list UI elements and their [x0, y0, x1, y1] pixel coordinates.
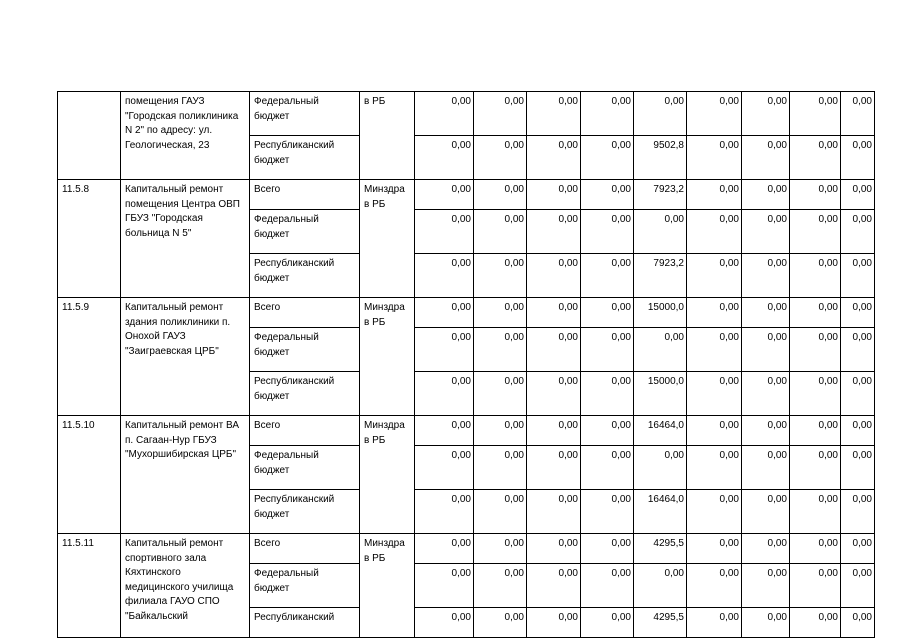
amount-cell: 0,00 — [841, 416, 875, 446]
amount-cell: 0,00 — [742, 534, 790, 564]
funding-source: Всего — [250, 416, 360, 446]
amount-cell: 0,00 — [790, 372, 841, 416]
amount-cell: 0,00 — [634, 446, 687, 490]
amount-cell: 0,00 — [687, 210, 742, 254]
item-number — [58, 92, 121, 180]
amount-cell: 9502,8 — [634, 136, 687, 180]
amount-cell: 0,00 — [742, 446, 790, 490]
amount-cell: 0,00 — [841, 534, 875, 564]
amount-cell: 0,00 — [581, 564, 634, 608]
item-name: Капитальный ремонт помещения Центра ОВП ГБУЗ "Городская больница N 5" — [121, 180, 250, 298]
item-name: Капитальный ремонт здания поликлиники п. Онохой ГАУЗ "Заиграевская ЦРБ" — [121, 298, 250, 416]
amount-cell: 0,00 — [742, 372, 790, 416]
amount-cell: 0,00 — [474, 608, 527, 638]
amount-cell: 0,00 — [415, 136, 474, 180]
item-name: Капитальный ремонт спортивного зала Кяхтинского медицинского училища филиала ГАУО СПО "Байкальский — [121, 534, 250, 638]
table-body — [58, 92, 875, 638]
amount-cell: 0,00 — [581, 92, 634, 136]
funding-source: Республиканский бюджет — [250, 490, 360, 534]
table-row — [58, 180, 875, 210]
amount-cell: 0,00 — [474, 416, 527, 446]
amount-cell: 0,00 — [841, 328, 875, 372]
amount-cell: 0,00 — [474, 136, 527, 180]
amount-cell: 0,00 — [841, 254, 875, 298]
amount-cell: 0,00 — [742, 254, 790, 298]
amount-cell: 0,00 — [841, 298, 875, 328]
executor: Минздра в РБ — [360, 534, 415, 638]
amount-cell: 0,00 — [415, 254, 474, 298]
amount-cell: 0,00 — [790, 210, 841, 254]
amount-cell: 0,00 — [527, 298, 581, 328]
amount-cell: 0,00 — [687, 298, 742, 328]
amount-cell: 0,00 — [634, 210, 687, 254]
amount-cell: 0,00 — [527, 92, 581, 136]
amount-cell: 7923,2 — [634, 254, 687, 298]
amount-cell: 0,00 — [841, 608, 875, 638]
amount-cell: 0,00 — [790, 608, 841, 638]
amount-cell: 0,00 — [790, 490, 841, 534]
amount-cell: 0,00 — [415, 372, 474, 416]
budget-table — [57, 91, 875, 638]
amount-cell: 0,00 — [474, 534, 527, 564]
amount-cell: 0,00 — [415, 298, 474, 328]
amount-cell: 0,00 — [687, 372, 742, 416]
amount-cell: 0,00 — [790, 298, 841, 328]
amount-cell: 0,00 — [527, 254, 581, 298]
amount-cell: 0,00 — [474, 490, 527, 534]
amount-cell: 0,00 — [474, 92, 527, 136]
amount-cell: 0,00 — [790, 564, 841, 608]
funding-source: Федеральный бюджет — [250, 328, 360, 372]
amount-cell: 0,00 — [474, 446, 527, 490]
amount-cell: 0,00 — [415, 416, 474, 446]
amount-cell: 0,00 — [687, 446, 742, 490]
amount-cell: 0,00 — [687, 136, 742, 180]
amount-cell: 0,00 — [687, 416, 742, 446]
item-name: помещения ГАУЗ "Городская поликлиника N 2" по адресу: ул. Геологическая, 23 — [121, 92, 250, 180]
amount-cell: 0,00 — [527, 210, 581, 254]
funding-source: Федеральный бюджет — [250, 564, 360, 608]
amount-cell: 0,00 — [790, 136, 841, 180]
funding-source: Федеральный бюджет — [250, 210, 360, 254]
funding-source: Всего — [250, 534, 360, 564]
amount-cell: 0,00 — [742, 608, 790, 638]
amount-cell: 0,00 — [474, 180, 527, 210]
amount-cell: 15000,0 — [634, 372, 687, 416]
amount-cell: 7923,2 — [634, 180, 687, 210]
amount-cell: 0,00 — [581, 136, 634, 180]
amount-cell: 0,00 — [687, 534, 742, 564]
amount-cell: 0,00 — [687, 254, 742, 298]
amount-cell: 0,00 — [742, 328, 790, 372]
amount-cell: 0,00 — [581, 298, 634, 328]
amount-cell: 0,00 — [841, 180, 875, 210]
amount-cell: 0,00 — [527, 608, 581, 638]
amount-cell: 0,00 — [742, 180, 790, 210]
amount-cell: 0,00 — [581, 446, 634, 490]
amount-cell: 0,00 — [415, 180, 474, 210]
amount-cell: 0,00 — [474, 372, 527, 416]
amount-cell: 0,00 — [527, 180, 581, 210]
amount-cell: 0,00 — [527, 416, 581, 446]
executor: Минздра в РБ — [360, 180, 415, 298]
funding-source: Федеральный бюджет — [250, 446, 360, 490]
amount-cell: 0,00 — [742, 298, 790, 328]
amount-cell: 0,00 — [790, 254, 841, 298]
amount-cell: 0,00 — [527, 446, 581, 490]
amount-cell: 0,00 — [841, 372, 875, 416]
amount-cell: 15000,0 — [634, 298, 687, 328]
amount-cell: 0,00 — [742, 136, 790, 180]
table-row — [58, 92, 875, 136]
amount-cell: 0,00 — [527, 564, 581, 608]
amount-cell: 0,00 — [687, 180, 742, 210]
amount-cell: 16464,0 — [634, 490, 687, 534]
amount-cell: 0,00 — [790, 328, 841, 372]
amount-cell: 0,00 — [841, 446, 875, 490]
funding-source: Всего — [250, 180, 360, 210]
table-row — [58, 534, 875, 564]
amount-cell: 0,00 — [841, 92, 875, 136]
amount-cell: 0,00 — [581, 328, 634, 372]
amount-cell: 0,00 — [474, 210, 527, 254]
amount-cell: 0,00 — [687, 564, 742, 608]
amount-cell: 0,00 — [687, 92, 742, 136]
amount-cell: 0,00 — [474, 254, 527, 298]
amount-cell: 0,00 — [841, 490, 875, 534]
table-row — [58, 416, 875, 446]
amount-cell: 0,00 — [687, 328, 742, 372]
table-row — [58, 298, 875, 328]
item-number: 11.5.10 — [58, 416, 121, 534]
amount-cell: 0,00 — [415, 534, 474, 564]
amount-cell: 0,00 — [474, 328, 527, 372]
amount-cell: 0,00 — [742, 92, 790, 136]
amount-cell: 0,00 — [790, 92, 841, 136]
amount-cell: 0,00 — [790, 416, 841, 446]
amount-cell: 0,00 — [581, 416, 634, 446]
amount-cell: 0,00 — [415, 564, 474, 608]
amount-cell: 4295,5 — [634, 608, 687, 638]
amount-cell: 0,00 — [581, 180, 634, 210]
amount-cell: 0,00 — [474, 298, 527, 328]
amount-cell: 0,00 — [474, 564, 527, 608]
amount-cell: 0,00 — [742, 490, 790, 534]
funding-source: Республиканский бюджет — [250, 136, 360, 180]
amount-cell: 0,00 — [634, 564, 687, 608]
funding-source: Республиканский бюджет — [250, 254, 360, 298]
executor: в РБ — [360, 92, 415, 180]
funding-source: Республиканский — [250, 608, 360, 638]
amount-cell: 0,00 — [581, 534, 634, 564]
amount-cell: 0,00 — [581, 254, 634, 298]
amount-cell: 0,00 — [841, 210, 875, 254]
amount-cell: 0,00 — [581, 372, 634, 416]
amount-cell: 0,00 — [415, 328, 474, 372]
amount-cell: 0,00 — [581, 608, 634, 638]
amount-cell: 0,00 — [415, 608, 474, 638]
amount-cell: 0,00 — [634, 92, 687, 136]
amount-cell: 0,00 — [790, 534, 841, 564]
amount-cell: 0,00 — [742, 564, 790, 608]
amount-cell: 0,00 — [790, 180, 841, 210]
amount-cell: 0,00 — [687, 490, 742, 534]
executor: Минздра в РБ — [360, 416, 415, 534]
funding-source: Всего — [250, 298, 360, 328]
amount-cell: 0,00 — [527, 372, 581, 416]
amount-cell: 0,00 — [581, 210, 634, 254]
item-number: 11.5.11 — [58, 534, 121, 638]
executor: Минздра в РБ — [360, 298, 415, 416]
amount-cell: 0,00 — [687, 608, 742, 638]
amount-cell: 0,00 — [415, 490, 474, 534]
amount-cell: 4295,5 — [634, 534, 687, 564]
amount-cell: 16464,0 — [634, 416, 687, 446]
amount-cell: 0,00 — [527, 534, 581, 564]
amount-cell: 0,00 — [527, 328, 581, 372]
amount-cell: 0,00 — [742, 416, 790, 446]
item-number: 11.5.8 — [58, 180, 121, 298]
amount-cell: 0,00 — [415, 210, 474, 254]
amount-cell: 0,00 — [581, 490, 634, 534]
item-name: Капитальный ремонт ВА п. Сагаан-Нур ГБУЗ "Мухоршибирская ЦРБ" — [121, 416, 250, 534]
funding-source: Федеральный бюджет — [250, 92, 360, 136]
amount-cell: 0,00 — [841, 564, 875, 608]
amount-cell: 0,00 — [742, 210, 790, 254]
amount-cell: 0,00 — [841, 136, 875, 180]
amount-cell: 0,00 — [527, 490, 581, 534]
amount-cell: 0,00 — [790, 446, 841, 490]
amount-cell: 0,00 — [527, 136, 581, 180]
amount-cell: 0,00 — [415, 446, 474, 490]
amount-cell: 0,00 — [634, 328, 687, 372]
funding-source: Республиканский бюджет — [250, 372, 360, 416]
item-number: 11.5.9 — [58, 298, 121, 416]
amount-cell: 0,00 — [415, 92, 474, 136]
